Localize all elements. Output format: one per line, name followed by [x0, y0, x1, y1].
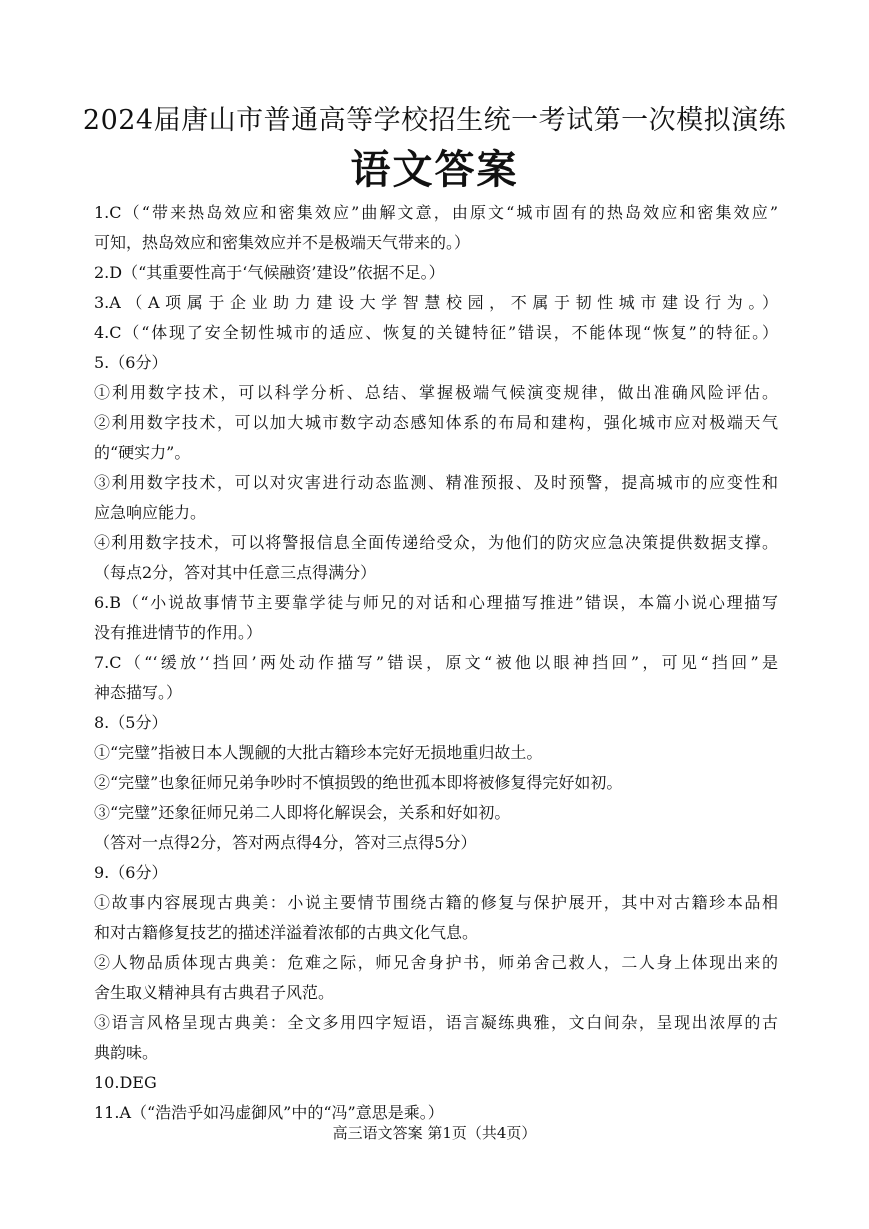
answer-line: ③“完璧”还象征师兄弟二人即将化解误会，关系和好如初。	[94, 803, 511, 822]
answer-line: 没有推进情节的作用。）	[94, 623, 263, 642]
answer-line: 7.C（“‘缓放’‘挡回’两处动作描写”错误，原文“被他以眼神挡回”，可见“挡回”是	[94, 653, 778, 672]
answer-line: 11.A（“浩浩乎如冯虚御风”中的“冯”意思是乘。）	[94, 1103, 444, 1122]
answer-line: （每点2分，答对其中任意三点得满分）	[94, 563, 377, 582]
page-footer: 高三语文答案 第1页（共4页）	[332, 1124, 537, 1142]
answer-line: ①“完璧”指被日本人觊觎的大批古籍珍本完好无损地重归故土。	[94, 743, 543, 762]
subject-title: 语文答案	[350, 147, 519, 193]
exam-title: 2024届唐山市普通高等学校招生统一考试第一次模拟演练	[82, 105, 787, 136]
answer-line: 8.（5分）	[94, 713, 168, 732]
answer-line: 9.（6分）	[94, 863, 168, 882]
answer-line: 可知，热岛效应和密集效应并不是极端天气带来的。）	[94, 233, 471, 252]
answer-line: ②利用数字技术，可以加大城市数字动态感知体系的布局和建构，强化城市应对极端天气	[94, 413, 778, 432]
answer-line: 10.DEG	[94, 1073, 157, 1092]
answer-line: 应急响应能力。	[94, 503, 207, 522]
answer-line: 神态描写。）	[94, 683, 183, 702]
answer-line: 3.A（A项属于企业助力建设大学智慧校园，不属于韧性城市建设行为。）	[94, 293, 778, 312]
answer-line: ①故事内容展现古典美：小说主要情节围绕古籍的修复与保护展开，其中对古籍珍本品相	[94, 893, 778, 912]
answer-content	[94, 198, 778, 1128]
answer-line: 1.C（“带来热岛效应和密集效应”曲解文意，由原文“城市固有的热岛效应和密集效应”	[94, 203, 778, 222]
answer-line: ①利用数字技术，可以科学分析、总结、掌握极端气候演变规律，做出准确风险评估。	[94, 383, 778, 402]
answer-line: ④利用数字技术，可以将警报信息全面传递给受众，为他们的防灾应急决策提供数据支撑。	[94, 533, 778, 552]
answer-line: 典韵味。	[94, 1043, 159, 1062]
answer-line: 和对古籍修复技艺的描述洋溢着浓郁的古典文化气息。	[94, 923, 479, 942]
answer-line: 4.C（“体现了安全韧性城市的适应、恢复的关键特征”错误，不能体现“恢复”的特征。）	[94, 323, 778, 342]
answer-line: （答对一点得2分，答对两点得4分，答对三点得5分）	[94, 833, 477, 852]
answer-line: 的“硬实力”。	[94, 443, 191, 462]
answer-line: ③语言风格呈现古典美：全文多用四字短语，语言凝练典雅，文白间杂，呈现出浓厚的古	[94, 1013, 778, 1032]
answer-line: 6.B（“小说故事情节主要靠学徒与师兄的对话和心理描写推进”错误，本篇小说心理描写	[94, 593, 778, 612]
answer-line: 舍生取义精神具有古典君子风范。	[94, 983, 335, 1002]
answer-line: ③利用数字技术，可以对灾害进行动态监测、精准预报、及时预警，提高城市的应变性和	[94, 473, 778, 492]
answer-line: ②“完璧”也象征师兄弟争吵时不慎损毁的绝世孤本即将被修复得完好如初。	[94, 773, 623, 792]
answer-line: 5.（6分）	[94, 353, 168, 372]
answer-line: ②人物品质体现古典美：危难之际，师兄舍身护书，师弟舍己救人，二人身上体现出来的	[94, 953, 778, 972]
answer-line: 2.D（“其重要性高于‘气候融资’建设”依据不足。）	[94, 263, 445, 282]
